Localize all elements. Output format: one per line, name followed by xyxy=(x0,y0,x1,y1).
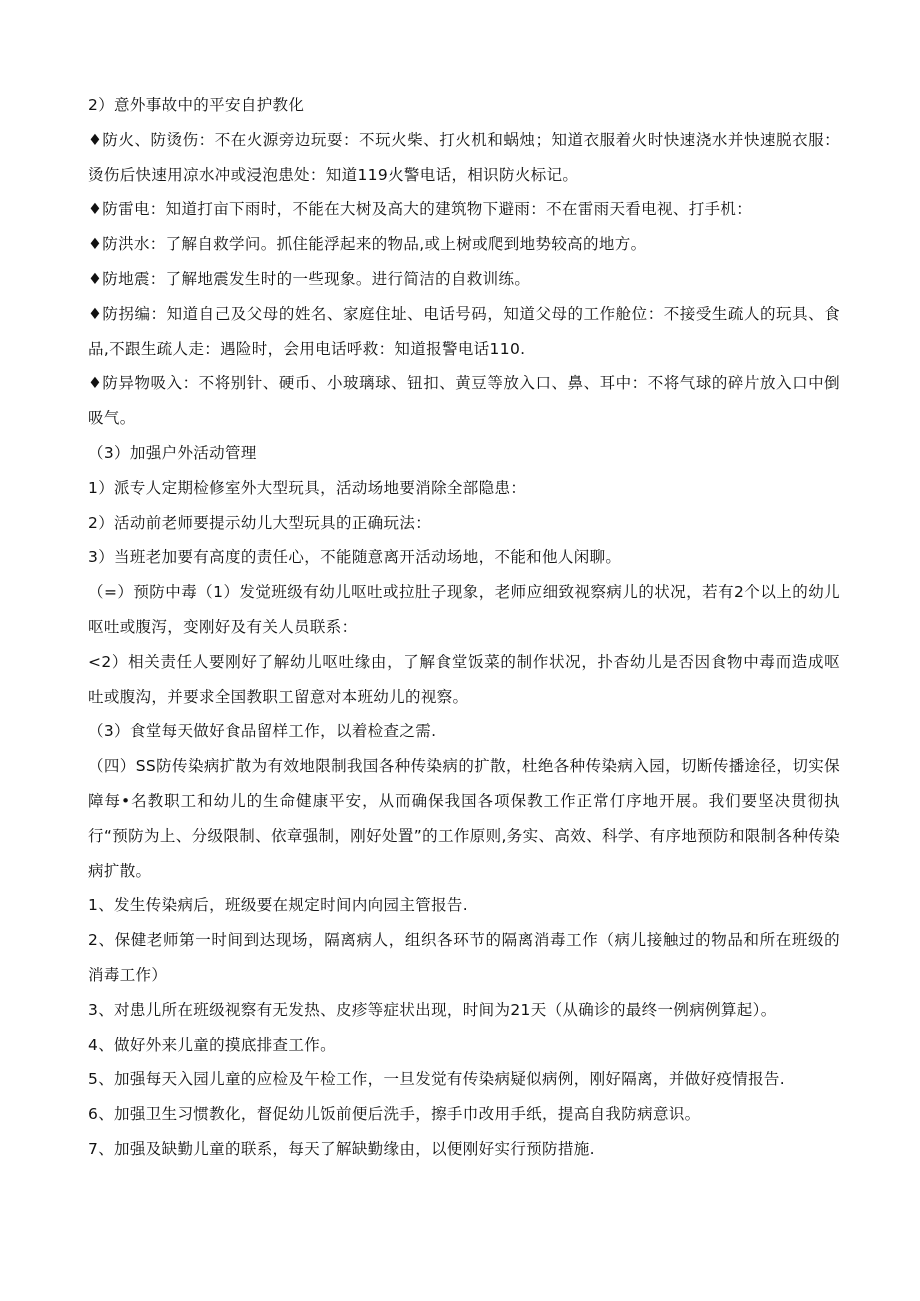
paragraph-abduction-prevention: ♦防拐编：知道自己及父母的姓名、家庭住址、电话号码，知道父母的工作舱位：不接受生疏人的玩具、食品,不跟生疏人走：遇险时，会用电话呼救：知道报警电话110. xyxy=(88,304,840,358)
paragraph-poisoning-prevention-1: （=）预防中毒（1）发觉班级有幼儿呕吐或拉肚子现象，老师应细致视察病儿的状况，若有2个以上的幼儿呕吐或腹泻，变刚好及有关人员联系： xyxy=(88,583,840,636)
paragraph-poisoning-prevention-3: （3）食堂每天做好食品留样工作，以着检查之需. xyxy=(88,722,437,741)
list-item-disease-6: 6、加强卫生习惯教化，督促幼儿饭前便后洗手，擦手巾改用手纸，提高自我防病意识。 xyxy=(88,1105,701,1124)
list-item-outdoor-2: 2）活动前老师要提示幼儿大型玩具的正确玩法： xyxy=(88,513,432,532)
paragraph-poisoning-prevention-2: <2）相关责任人要刚好了解幼儿呕吐缘由，了解食堂饭菜的制作状况，扑杳幼儿是否因食物中毒而造成呕吐或腹沟，并要求全国教职工留意对本班幼儿的视察。 xyxy=(88,652,840,706)
section-heading-accident-safety: 2）意外事故中的平安自护教化 xyxy=(88,96,305,114)
paragraph-flood-prevention: ♦防洪水：了解自救学问。抓住能浮起来的物品,或上树或爬到地势较高的地方。 xyxy=(88,235,647,254)
paragraph-lightning-prevention: ♦防雷电：知道打亩下雨时，不能在大树及高大的建筑物下避雨：不在雷雨天看电视、打手机： xyxy=(88,200,753,219)
list-item-disease-5: 5、加强每天入园儿童的应检及午检工作，一旦发觉有传染病疑似病例，刚好隔离，并做好疫情报告. xyxy=(88,1070,786,1089)
list-item-disease-7: 7、加强及缺勤儿童的联系，每天了解缺勤缘由，以便刚好实行预防措施. xyxy=(88,1139,595,1158)
list-item-disease-1: 1、发生传染病后，班级要在规定时间内向园主管报告. xyxy=(88,896,469,915)
paragraph-earthquake-prevention: ♦防地震：了解地震发生时的一些现象。进行简洁的自救训练。 xyxy=(88,269,531,288)
list-item-disease-4: 4、做好外来儿童的摸底排查工作。 xyxy=(88,1035,336,1054)
paragraph-foreign-object-prevention: ♦防异物吸入：不将别针、硬币、小玻璃球、钮扣、黄豆等放入口、鼻、耳中：不将气球的碎片放入口中倒吸气。 xyxy=(88,374,840,428)
list-item-outdoor-1: 1）派专人定期检修室外大型玩具，活动场地要消除全部隐患： xyxy=(88,478,527,497)
paragraph-fire-prevention: ♦防火、防烫伤：不在火源旁边玩耍：不玩火柴、打火机和蜗烛；知道衣服着火时快速浇水并快速脱衣服：烫伤后快速用凉水冲或浸泡患处：知道119火警电话，相识防火标记。 xyxy=(88,130,840,184)
section-heading-outdoor-activities: （3）加强户外活动管理 xyxy=(88,443,257,462)
list-item-outdoor-3: 3）当班老加要有高度的责任心，不能随意离开活动场地，不能和他人闲聊。 xyxy=(88,548,622,567)
document-page xyxy=(88,88,840,1167)
paragraph-infectious-disease-intro: （四）SS防传染病扩散为有效地限制我国各种传染病的扩散，杜绝各种传染病入园，切断传播途径，切实保障每•名教职工和幼儿的生命健康平安，从而确保我国各项保教工作正常仃序地开展。我们要坚决贯彻执行“预防为上、分级限制、依章强制，刚好处置”的工作原则,务实、高效、科学、有序地预防和限制各种传染病扩散。 xyxy=(88,757,840,880)
list-item-disease-2: 2、保健老师第一时间到达现场，隔离病人，组织各环节的隔离消毒工作（病儿接触过的物品和所在班级的消毒工作） xyxy=(88,931,840,984)
list-item-disease-3: 3、对患儿所在班级视察有无发热、皮疹等症状出现，时间为21天（从确诊的最终一例病例算起）。 xyxy=(88,1000,777,1019)
